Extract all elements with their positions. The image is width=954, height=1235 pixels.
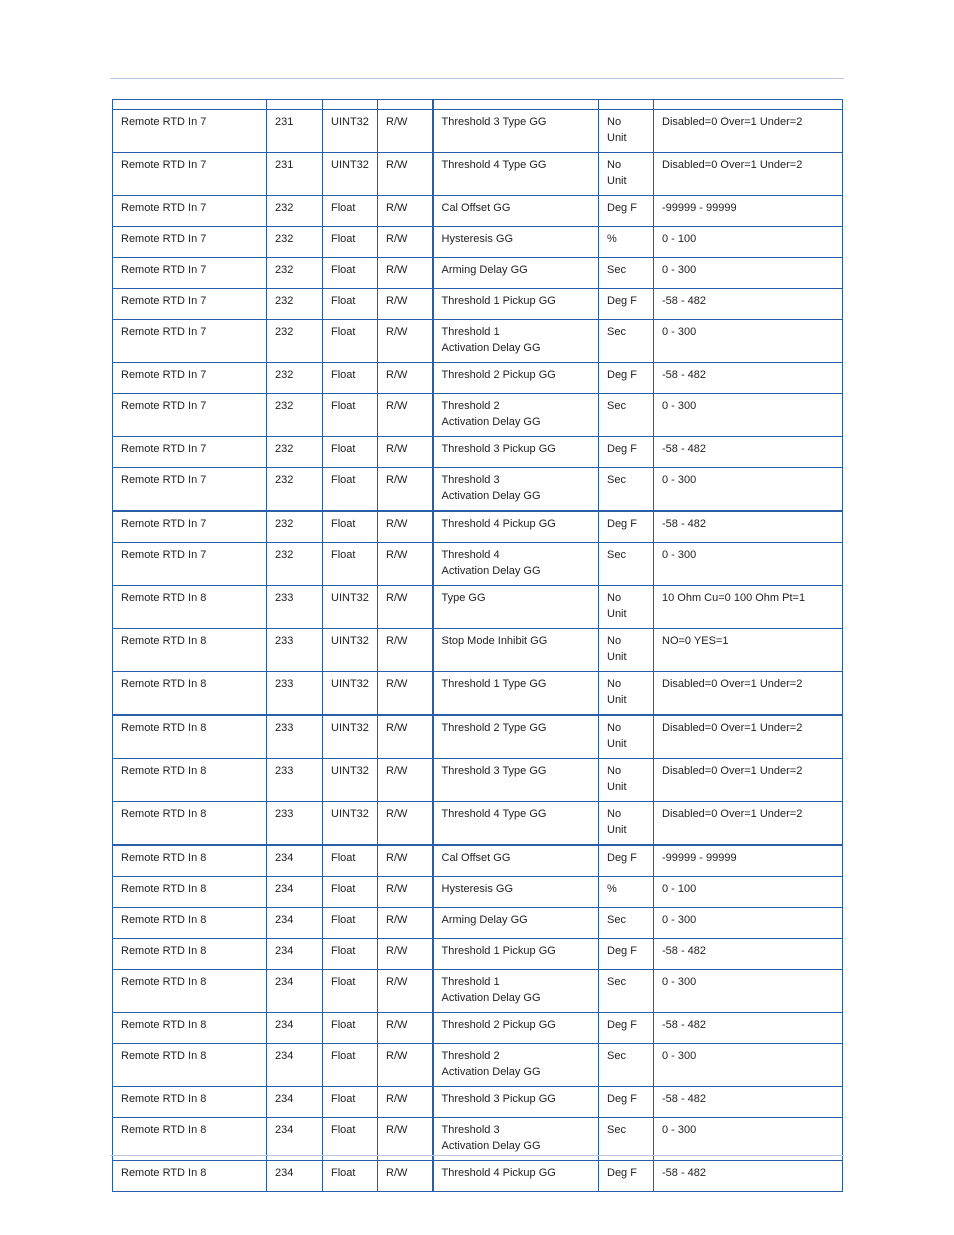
type-cell: Float (323, 320, 378, 363)
unit-cell: Deg F (599, 1013, 654, 1044)
module-cell: Remote RTD In 7 (113, 320, 267, 363)
range-cell: 0 - 300 (654, 320, 843, 363)
register-cell: 231 (267, 153, 323, 196)
unit-cell: Deg F (599, 363, 654, 394)
module-cell: Remote RTD In 8 (113, 759, 267, 802)
table-header-row (113, 100, 843, 110)
parameter-cell: Threshold 4 Type GG (433, 153, 599, 196)
unit-cell: No Unit (599, 629, 654, 672)
range-cell: 0 - 300 (654, 1118, 843, 1161)
table-row (113, 939, 843, 970)
table-row (113, 289, 843, 320)
table-row (113, 715, 843, 759)
access-cell: R/W (378, 759, 433, 802)
register-cell: 232 (267, 320, 323, 363)
register-cell: 232 (267, 468, 323, 512)
access-cell: R/W (378, 1161, 433, 1192)
unit-cell: Sec (599, 1044, 654, 1087)
range-cell: 0 - 300 (654, 908, 843, 939)
access-cell: R/W (378, 877, 433, 908)
table-row (113, 543, 843, 586)
parameter-cell: Threshold 2 Type GG (433, 715, 599, 759)
access-cell: R/W (378, 289, 433, 320)
range-cell: 0 - 100 (654, 227, 843, 258)
access-cell: R/W (378, 437, 433, 468)
parameter-cell: Threshold 2 Activation Delay GG (433, 1044, 599, 1087)
range-cell: 0 - 300 (654, 1044, 843, 1087)
type-cell: Float (323, 1118, 378, 1161)
parameter-cell: Threshold 3 Type GG (433, 110, 599, 153)
parameter-cell: Threshold 1 Activation Delay GG (433, 970, 599, 1013)
register-cell: 234 (267, 1118, 323, 1161)
parameter-cell: Threshold 1 Pickup GG (433, 939, 599, 970)
register-cell: 233 (267, 759, 323, 802)
range-cell: 10 Ohm Cu=0 100 Ohm Pt=1 (654, 586, 843, 629)
header-cell (323, 100, 378, 110)
unit-cell: Deg F (599, 1087, 654, 1118)
range-cell: -58 - 482 (654, 289, 843, 320)
module-cell: Remote RTD In 8 (113, 877, 267, 908)
module-cell: Remote RTD In 8 (113, 629, 267, 672)
register-cell: 232 (267, 437, 323, 468)
header-cell (113, 100, 267, 110)
table-row (113, 1013, 843, 1044)
module-cell: Remote RTD In 8 (113, 939, 267, 970)
module-cell: Remote RTD In 7 (113, 110, 267, 153)
module-cell: Remote RTD In 8 (113, 672, 267, 716)
module-cell: Remote RTD In 8 (113, 1161, 267, 1192)
module-cell: Remote RTD In 8 (113, 802, 267, 846)
type-cell: Float (323, 1161, 378, 1192)
table-row (113, 394, 843, 437)
module-cell: Remote RTD In 8 (113, 715, 267, 759)
range-cell: Disabled=0 Over=1 Under=2 (654, 715, 843, 759)
type-cell: Float (323, 437, 378, 468)
range-cell: NO=0 YES=1 (654, 629, 843, 672)
unit-cell: Deg F (599, 511, 654, 543)
module-cell: Remote RTD In 7 (113, 153, 267, 196)
register-cell: 232 (267, 394, 323, 437)
range-cell: -58 - 482 (654, 363, 843, 394)
range-cell: -58 - 482 (654, 1013, 843, 1044)
type-cell: Float (323, 227, 378, 258)
parameter-cell: Stop Mode Inhibit GG (433, 629, 599, 672)
unit-cell: No Unit (599, 672, 654, 716)
unit-cell: Deg F (599, 196, 654, 227)
footer-rule (110, 1155, 844, 1156)
module-cell: Remote RTD In 7 (113, 227, 267, 258)
range-cell: 0 - 100 (654, 877, 843, 908)
unit-cell: % (599, 877, 654, 908)
table-row (113, 759, 843, 802)
unit-cell: Deg F (599, 939, 654, 970)
range-cell: -58 - 482 (654, 1087, 843, 1118)
type-cell: Float (323, 511, 378, 543)
type-cell: UINT32 (323, 153, 378, 196)
register-cell: 232 (267, 227, 323, 258)
parameter-cell: Threshold 1 Activation Delay GG (433, 320, 599, 363)
table-row (113, 511, 843, 543)
type-cell: Float (323, 363, 378, 394)
access-cell: R/W (378, 153, 433, 196)
type-cell: UINT32 (323, 759, 378, 802)
unit-cell: No Unit (599, 153, 654, 196)
type-cell: Float (323, 877, 378, 908)
access-cell: R/W (378, 543, 433, 586)
type-cell: Float (323, 1087, 378, 1118)
header-rule (110, 78, 844, 79)
table-row (113, 586, 843, 629)
register-cell: 231 (267, 110, 323, 153)
module-cell: Remote RTD In 8 (113, 586, 267, 629)
parameter-cell: Threshold 3 Activation Delay GG (433, 468, 599, 512)
table-row (113, 877, 843, 908)
table-row (113, 802, 843, 846)
register-cell: 234 (267, 939, 323, 970)
parameter-cell: Cal Offset GG (433, 845, 599, 877)
parameter-cell: Threshold 3 Type GG (433, 759, 599, 802)
table-row (113, 258, 843, 289)
header-cell (378, 100, 433, 110)
access-cell: R/W (378, 629, 433, 672)
unit-cell: Sec (599, 468, 654, 512)
header-cell (267, 100, 323, 110)
parameter-cell: Arming Delay GG (433, 908, 599, 939)
access-cell: R/W (378, 110, 433, 153)
type-cell: Float (323, 1013, 378, 1044)
module-cell: Remote RTD In 7 (113, 468, 267, 512)
parameter-cell: Threshold 4 Pickup GG (433, 511, 599, 543)
access-cell: R/W (378, 1087, 433, 1118)
type-cell: UINT32 (323, 672, 378, 716)
module-cell: Remote RTD In 7 (113, 437, 267, 468)
module-cell: Remote RTD In 7 (113, 543, 267, 586)
type-cell: Float (323, 196, 378, 227)
access-cell: R/W (378, 468, 433, 512)
parameter-cell: Threshold 2 Pickup GG (433, 363, 599, 394)
unit-cell: Sec (599, 543, 654, 586)
access-cell: R/W (378, 258, 433, 289)
module-cell: Remote RTD In 7 (113, 196, 267, 227)
unit-cell: Deg F (599, 1161, 654, 1192)
register-cell: 234 (267, 877, 323, 908)
type-cell: Float (323, 543, 378, 586)
register-cell: 233 (267, 586, 323, 629)
unit-cell: No Unit (599, 715, 654, 759)
access-cell: R/W (378, 970, 433, 1013)
register-cell: 233 (267, 629, 323, 672)
header-cell (433, 100, 599, 110)
unit-cell: No Unit (599, 802, 654, 846)
parameter-cell: Threshold 4 Pickup GG (433, 1161, 599, 1192)
unit-cell: Sec (599, 258, 654, 289)
module-cell: Remote RTD In 8 (113, 1013, 267, 1044)
register-cell: 233 (267, 715, 323, 759)
unit-cell: No Unit (599, 110, 654, 153)
type-cell: Float (323, 1044, 378, 1087)
unit-cell: Sec (599, 1118, 654, 1161)
type-cell: Float (323, 258, 378, 289)
range-cell: Disabled=0 Over=1 Under=2 (654, 759, 843, 802)
module-cell: Remote RTD In 8 (113, 1087, 267, 1118)
parameter-cell: Cal Offset GG (433, 196, 599, 227)
parameter-cell: Threshold 3 Pickup GG (433, 1087, 599, 1118)
table-row (113, 1087, 843, 1118)
type-cell: UINT32 (323, 629, 378, 672)
module-cell: Remote RTD In 7 (113, 258, 267, 289)
access-cell: R/W (378, 802, 433, 846)
parameter-cell: Threshold 4 Type GG (433, 802, 599, 846)
table-row (113, 437, 843, 468)
type-cell: Float (323, 845, 378, 877)
unit-cell: Sec (599, 908, 654, 939)
type-cell: Float (323, 970, 378, 1013)
table-row (113, 227, 843, 258)
unit-cell: No Unit (599, 586, 654, 629)
register-cell: 232 (267, 289, 323, 320)
range-cell: 0 - 300 (654, 258, 843, 289)
table-row (113, 363, 843, 394)
register-cell: 232 (267, 258, 323, 289)
access-cell: R/W (378, 908, 433, 939)
table-row (113, 970, 843, 1013)
access-cell: R/W (378, 1044, 433, 1087)
unit-cell: Deg F (599, 437, 654, 468)
header-cell (654, 100, 843, 110)
table-row (113, 110, 843, 153)
parameter-cell: Arming Delay GG (433, 258, 599, 289)
table-row (113, 196, 843, 227)
access-cell: R/W (378, 363, 433, 394)
access-cell: R/W (378, 1013, 433, 1044)
parameter-cell: Threshold 3 Pickup GG (433, 437, 599, 468)
module-cell: Remote RTD In 8 (113, 908, 267, 939)
register-table (112, 99, 843, 1192)
access-cell: R/W (378, 845, 433, 877)
unit-cell: Sec (599, 394, 654, 437)
parameter-cell: Threshold 1 Pickup GG (433, 289, 599, 320)
register-cell: 232 (267, 196, 323, 227)
table-row (113, 468, 843, 512)
parameter-cell: Hysteresis GG (433, 877, 599, 908)
register-cell: 234 (267, 1013, 323, 1044)
range-cell: -99999 - 99999 (654, 196, 843, 227)
unit-cell: Deg F (599, 845, 654, 877)
register-table-body (113, 100, 843, 1192)
type-cell: UINT32 (323, 586, 378, 629)
access-cell: R/W (378, 227, 433, 258)
module-cell: Remote RTD In 7 (113, 394, 267, 437)
access-cell: R/W (378, 511, 433, 543)
range-cell: 0 - 300 (654, 394, 843, 437)
range-cell: 0 - 300 (654, 468, 843, 512)
type-cell: UINT32 (323, 110, 378, 153)
register-cell: 234 (267, 970, 323, 1013)
table-row (113, 153, 843, 196)
range-cell: -58 - 482 (654, 939, 843, 970)
register-cell: 234 (267, 1044, 323, 1087)
access-cell: R/W (378, 939, 433, 970)
table-row (113, 672, 843, 716)
unit-cell: % (599, 227, 654, 258)
register-cell: 233 (267, 672, 323, 716)
parameter-cell: Threshold 4 Activation Delay GG (433, 543, 599, 586)
access-cell: R/W (378, 320, 433, 363)
register-cell: 232 (267, 543, 323, 586)
range-cell: -58 - 482 (654, 1161, 843, 1192)
range-cell: -58 - 482 (654, 511, 843, 543)
module-cell: Remote RTD In 8 (113, 970, 267, 1013)
access-cell: R/W (378, 394, 433, 437)
header-cell (599, 100, 654, 110)
type-cell: UINT32 (323, 715, 378, 759)
register-cell: 232 (267, 511, 323, 543)
type-cell: UINT32 (323, 802, 378, 846)
table-row (113, 1044, 843, 1087)
register-cell: 232 (267, 363, 323, 394)
type-cell: Float (323, 908, 378, 939)
table-row (113, 1161, 843, 1192)
table-row (113, 320, 843, 363)
table-row (113, 845, 843, 877)
parameter-cell: Hysteresis GG (433, 227, 599, 258)
range-cell: Disabled=0 Over=1 Under=2 (654, 153, 843, 196)
parameter-cell: Threshold 2 Activation Delay GG (433, 394, 599, 437)
range-cell: Disabled=0 Over=1 Under=2 (654, 802, 843, 846)
module-cell: Remote RTD In 8 (113, 845, 267, 877)
access-cell: R/W (378, 672, 433, 716)
module-cell: Remote RTD In 8 (113, 1118, 267, 1161)
register-cell: 234 (267, 1161, 323, 1192)
range-cell: -99999 - 99999 (654, 845, 843, 877)
unit-cell: No Unit (599, 759, 654, 802)
range-cell: Disabled=0 Over=1 Under=2 (654, 672, 843, 716)
type-cell: Float (323, 289, 378, 320)
access-cell: R/W (378, 586, 433, 629)
parameter-cell: Threshold 2 Pickup GG (433, 1013, 599, 1044)
register-cell: 234 (267, 845, 323, 877)
table-row (113, 629, 843, 672)
register-cell: 234 (267, 1087, 323, 1118)
table-row (113, 908, 843, 939)
range-cell: 0 - 300 (654, 970, 843, 1013)
access-cell: R/W (378, 196, 433, 227)
access-cell: R/W (378, 715, 433, 759)
range-cell: Disabled=0 Over=1 Under=2 (654, 110, 843, 153)
access-cell: R/W (378, 1118, 433, 1161)
module-cell: Remote RTD In 7 (113, 511, 267, 543)
register-cell: 234 (267, 908, 323, 939)
parameter-cell: Type GG (433, 586, 599, 629)
parameter-cell: Threshold 3 Activation Delay GG (433, 1118, 599, 1161)
module-cell: Remote RTD In 7 (113, 363, 267, 394)
unit-cell: Sec (599, 970, 654, 1013)
module-cell: Remote RTD In 8 (113, 1044, 267, 1087)
type-cell: Float (323, 468, 378, 512)
range-cell: -58 - 482 (654, 437, 843, 468)
type-cell: Float (323, 394, 378, 437)
type-cell: Float (323, 939, 378, 970)
module-cell: Remote RTD In 7 (113, 289, 267, 320)
unit-cell: Deg F (599, 289, 654, 320)
range-cell: 0 - 300 (654, 543, 843, 586)
parameter-cell: Threshold 1 Type GG (433, 672, 599, 716)
unit-cell: Sec (599, 320, 654, 363)
register-cell: 233 (267, 802, 323, 846)
